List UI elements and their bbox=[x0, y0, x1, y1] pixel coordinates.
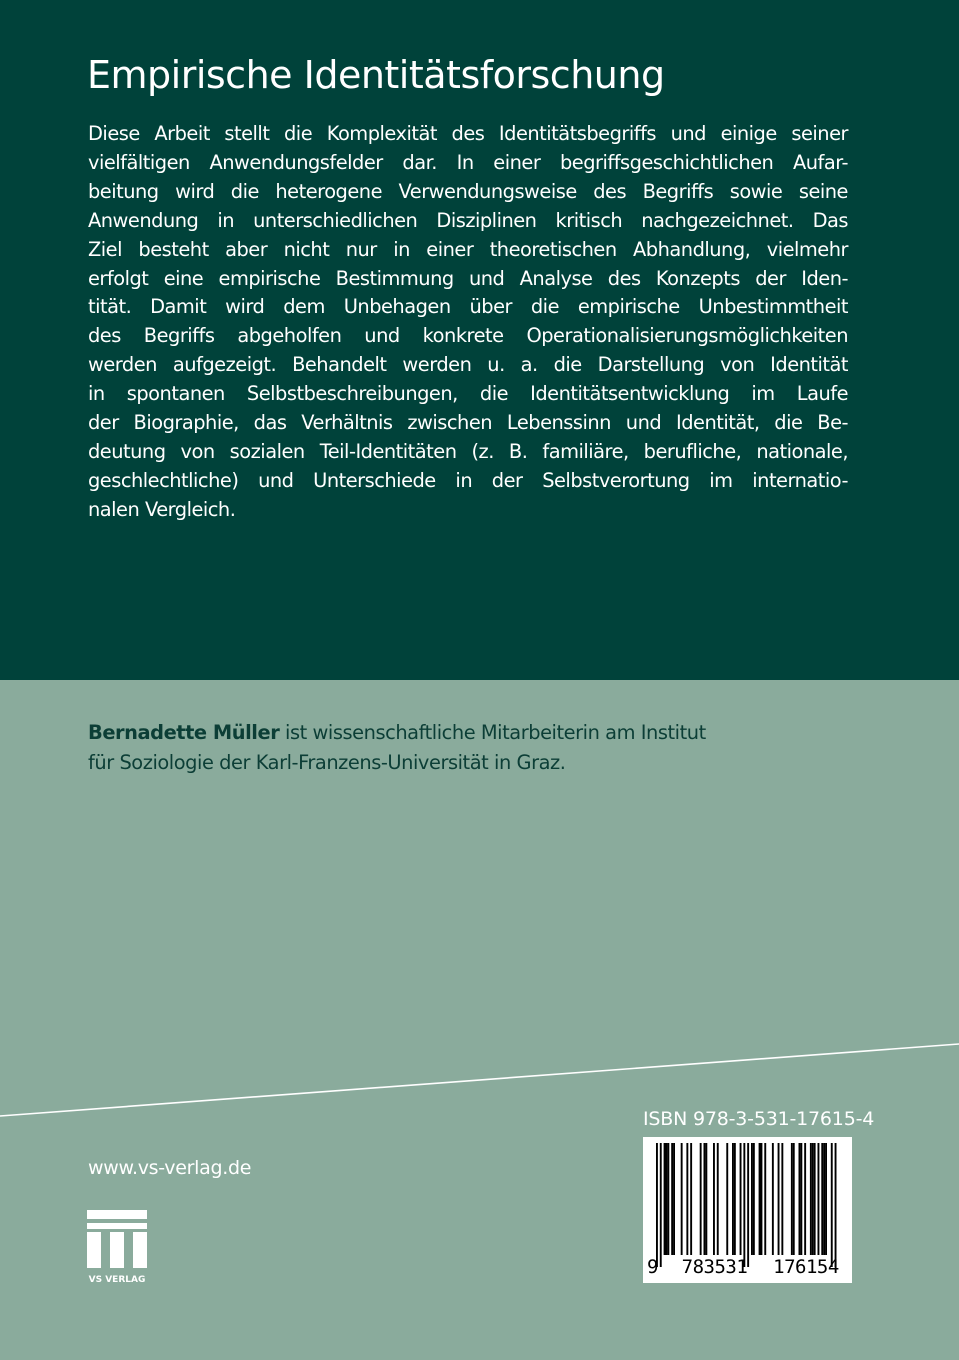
description-line: beitung wird die heterogene Verwendungsweise des Begriffs sowie seine bbox=[88, 179, 848, 203]
barcode-bar bbox=[764, 1143, 766, 1255]
barcode-bar bbox=[814, 1143, 816, 1255]
barcode-bar bbox=[681, 1143, 683, 1255]
barcode-bar bbox=[666, 1143, 668, 1255]
barcode-bar bbox=[778, 1143, 780, 1255]
barcode-bar bbox=[726, 1143, 728, 1255]
barcode-bar bbox=[812, 1143, 814, 1255]
barcode-bar bbox=[831, 1143, 833, 1267]
barcode-bar bbox=[823, 1143, 825, 1255]
barcode-bar bbox=[717, 1143, 719, 1255]
barcode-bar bbox=[740, 1143, 742, 1255]
barcode-bar bbox=[799, 1143, 801, 1255]
barcode-bar bbox=[791, 1143, 793, 1255]
vs-verlag-logo-icon bbox=[87, 1210, 147, 1286]
description-line: der Biographie, das Verhältnis zwischen Lebenssinn und Identität, die Be- bbox=[88, 411, 848, 435]
barcode-bar bbox=[732, 1143, 734, 1255]
author-bio-text: ist wissenschaftliche Mitarbeiterin am Institut bbox=[279, 721, 706, 744]
barcode-bar bbox=[804, 1143, 806, 1255]
barcode-digits bbox=[647, 1255, 848, 1279]
barcode-bar bbox=[656, 1143, 658, 1267]
barcode-bar bbox=[743, 1143, 745, 1267]
isbn-barcode bbox=[643, 1137, 852, 1283]
barcode-bar bbox=[686, 1143, 688, 1255]
book-title: Empirische Identitätsforschung bbox=[87, 53, 665, 97]
description-line: Ziel besteht aber nicht nur in einer theoretischen Abhandlung, vielmehr bbox=[88, 237, 848, 261]
barcode-bar bbox=[772, 1143, 774, 1255]
barcode-digit-first: 9 bbox=[647, 1256, 659, 1278]
barcode-bar bbox=[800, 1143, 802, 1255]
description-line: nalen Vergleich. bbox=[88, 497, 236, 521]
barcode-bar bbox=[747, 1143, 749, 1267]
barcode-bar bbox=[781, 1143, 783, 1255]
barcode-bar bbox=[734, 1143, 736, 1255]
barcode-bar bbox=[690, 1143, 692, 1255]
description-line: vielfältigen Anwendungsfelder dar. In einer begriffsgeschichtlichen Aufar- bbox=[88, 150, 848, 174]
barcode-bar bbox=[700, 1143, 702, 1255]
description-line: erfolgt eine empirische Bestimmung und Analyse des Konzepts der Iden- bbox=[88, 266, 848, 290]
barcode-bar bbox=[667, 1143, 669, 1255]
description-line: tität. Damit wird dem Unbehagen über die empirische Unbestimmtheit bbox=[88, 295, 848, 319]
barcode-bar bbox=[671, 1143, 673, 1255]
vs-verlag-logo-text: VS VERLAG bbox=[88, 1275, 146, 1285]
barcode-bar bbox=[835, 1143, 837, 1267]
description-line: Anwendung in unterschiedlichen Disziplinen kritisch nachgezeichnet. Das bbox=[88, 208, 848, 232]
barcode-bar bbox=[810, 1143, 812, 1255]
barcode-bar bbox=[660, 1143, 662, 1267]
barcode-bar bbox=[759, 1143, 761, 1255]
barcode-bar bbox=[704, 1143, 706, 1255]
barcode-digits-right: 176154 bbox=[773, 1256, 839, 1278]
author-bio-line: für Soziologie der Karl-Franzens-Universität in Graz. bbox=[88, 751, 566, 774]
description-line: Diese Arbeit stellt die Komplexität des Identitätsbegriffs und einige seiner bbox=[88, 122, 848, 145]
barcode-bar bbox=[673, 1143, 675, 1255]
barcode-bar bbox=[705, 1143, 707, 1255]
barcode-bar bbox=[753, 1143, 755, 1255]
barcode-bar bbox=[751, 1143, 753, 1255]
barcode-bar bbox=[664, 1143, 666, 1255]
barcode-bar bbox=[821, 1143, 823, 1255]
description-line: werden aufgezeigt. Behandelt werden u. a. die Darstellung von Identität bbox=[88, 353, 848, 377]
isbn-label: ISBN 978-3-531-17615-4 bbox=[643, 1108, 875, 1130]
description-line: des Begriffs abgeholfen und konkrete Operationalisierungsmöglichkeiten bbox=[88, 324, 848, 348]
barcode-bar bbox=[713, 1143, 715, 1255]
barcode-bar bbox=[761, 1143, 763, 1255]
barcode-bar bbox=[793, 1143, 795, 1255]
author-bio-line bbox=[88, 718, 848, 748]
description-line: in spontanen Selbstbeschreibungen, die Identitätsentwicklung im Laufe bbox=[88, 382, 848, 406]
description-line: geschlechtliche) und Unterschiede in der Selbstverortung im internatio- bbox=[88, 468, 848, 492]
publisher-website: www.vs-verlag.de bbox=[88, 1157, 252, 1179]
barcode-bar bbox=[825, 1143, 827, 1255]
description-line: deutung von sozialen Teil-Identitäten (z. B. familiäre, berufliche, nationale, bbox=[88, 439, 848, 463]
barcode-bar bbox=[818, 1143, 820, 1255]
author-bio bbox=[88, 718, 848, 778]
author-name: Bernadette Müller bbox=[88, 721, 280, 744]
barcode-digits-left: 783531 bbox=[681, 1256, 748, 1278]
book-description bbox=[88, 120, 848, 525]
